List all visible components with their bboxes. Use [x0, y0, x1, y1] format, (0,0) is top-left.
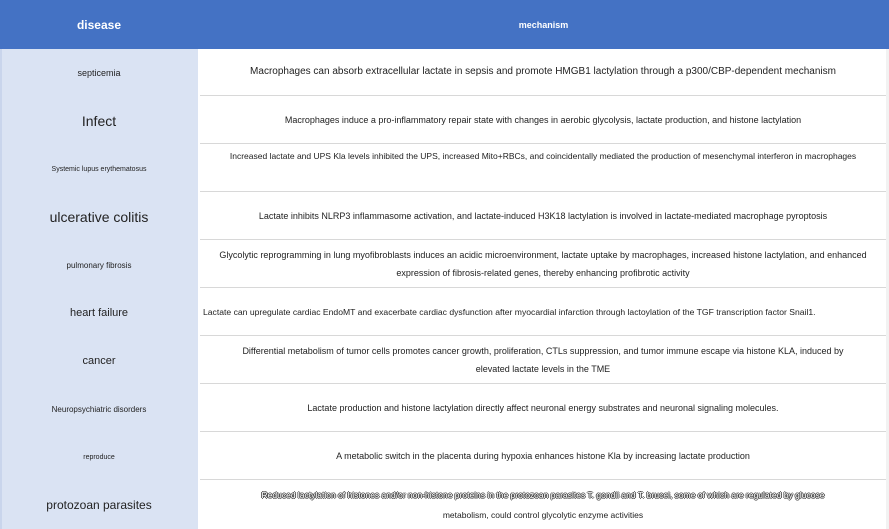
disease-cell: ulcerative colitis: [0, 193, 198, 241]
mechanism-cell: Lactate production and histone lactylation directly affect neuronal energy substrates and neuronal signaling molecules.: [200, 385, 886, 432]
mechanism-text-outlined: Reduced lactylation of histones and/or non-histone proteins in the protozoan parasites T. gondii and T. brucei, some of which are regulated by glucose: [261, 489, 825, 500]
disease-cell: Systemic lupus erythematosus: [0, 145, 198, 193]
table-left-border: [0, 49, 2, 529]
disease-cell: pulmonary fibrosis: [0, 241, 198, 289]
header-mechanism: mechanism: [518, 19, 569, 30]
table-row: [0, 193, 889, 241]
disease-cell: reproduce: [0, 433, 198, 481]
mechanism-cell: Glycolytic reprogramming in lung myofibroblasts induces an acidic microenvironment, lactate uptake by macrophages, increased histone lactylation, and enhanced expression of fibrosis-related genes, thereby enhancing profibrotic activity: [200, 241, 886, 288]
disease-cell: heart failure: [0, 289, 198, 337]
table-row: [0, 337, 889, 385]
disease-cell: septicemia: [0, 49, 198, 97]
mechanism-cell: Macrophages induce a pro-inflammatory repair state with changes in aerobic glycolysis, lactate production, and histone lactylation: [200, 97, 886, 144]
mechanism-text-plain: metabolism, could control glycolytic enzyme activities: [442, 509, 644, 520]
table-row: [0, 241, 889, 289]
table-row: [0, 97, 889, 145]
disease-cell: Neuropsychiatric disorders: [0, 385, 198, 433]
table-row: [0, 145, 889, 193]
table-body: [0, 49, 889, 529]
table-row: [0, 289, 889, 337]
mechanism-cell: [200, 481, 886, 528]
table-header: [0, 0, 889, 49]
mechanism-cell: Lactate inhibits NLRP3 inflammasome activation, and lactate-induced H3K18 lactylation is involved in lactate-mediated macrophage pyroptosis: [200, 193, 886, 240]
mechanism-cell: Lactate can upregulate cardiac EndoMT and exacerbate cardiac dysfunction after myocardial infarction through lactoylation of the TGF transcription factor Snail1.: [200, 289, 886, 336]
mechanism-cell: Macrophages can absorb extracellular lactate in sepsis and promote HMGB1 lactylation through a p300/CBP-dependent mechanism: [200, 49, 886, 96]
table-row: [0, 49, 889, 97]
mechanism-cell: Differential metabolism of tumor cells promotes cancer growth, proliferation, CTLs suppression, and tumor immune escape via histone KLA, induced by elevated lactate levels in the TME: [200, 337, 886, 384]
disease-cell: Infect: [0, 97, 198, 145]
table-row: [0, 481, 889, 529]
disease-cell: cancer: [0, 337, 198, 385]
disease-cell: protozoan parasites: [0, 481, 198, 529]
mechanism-cell: A metabolic switch in the placenta during hypoxia enhances histone Kla by increasing lactate production: [200, 433, 886, 480]
table-row: [0, 385, 889, 433]
header-disease: disease: [76, 17, 122, 32]
table-row: [0, 433, 889, 481]
mechanism-cell: Increased lactate and UPS Kla levels inhibited the UPS, increased Mito+RBCs, and coincidentally mediated the production of mesenchymal interferon in macrophages: [200, 145, 886, 192]
